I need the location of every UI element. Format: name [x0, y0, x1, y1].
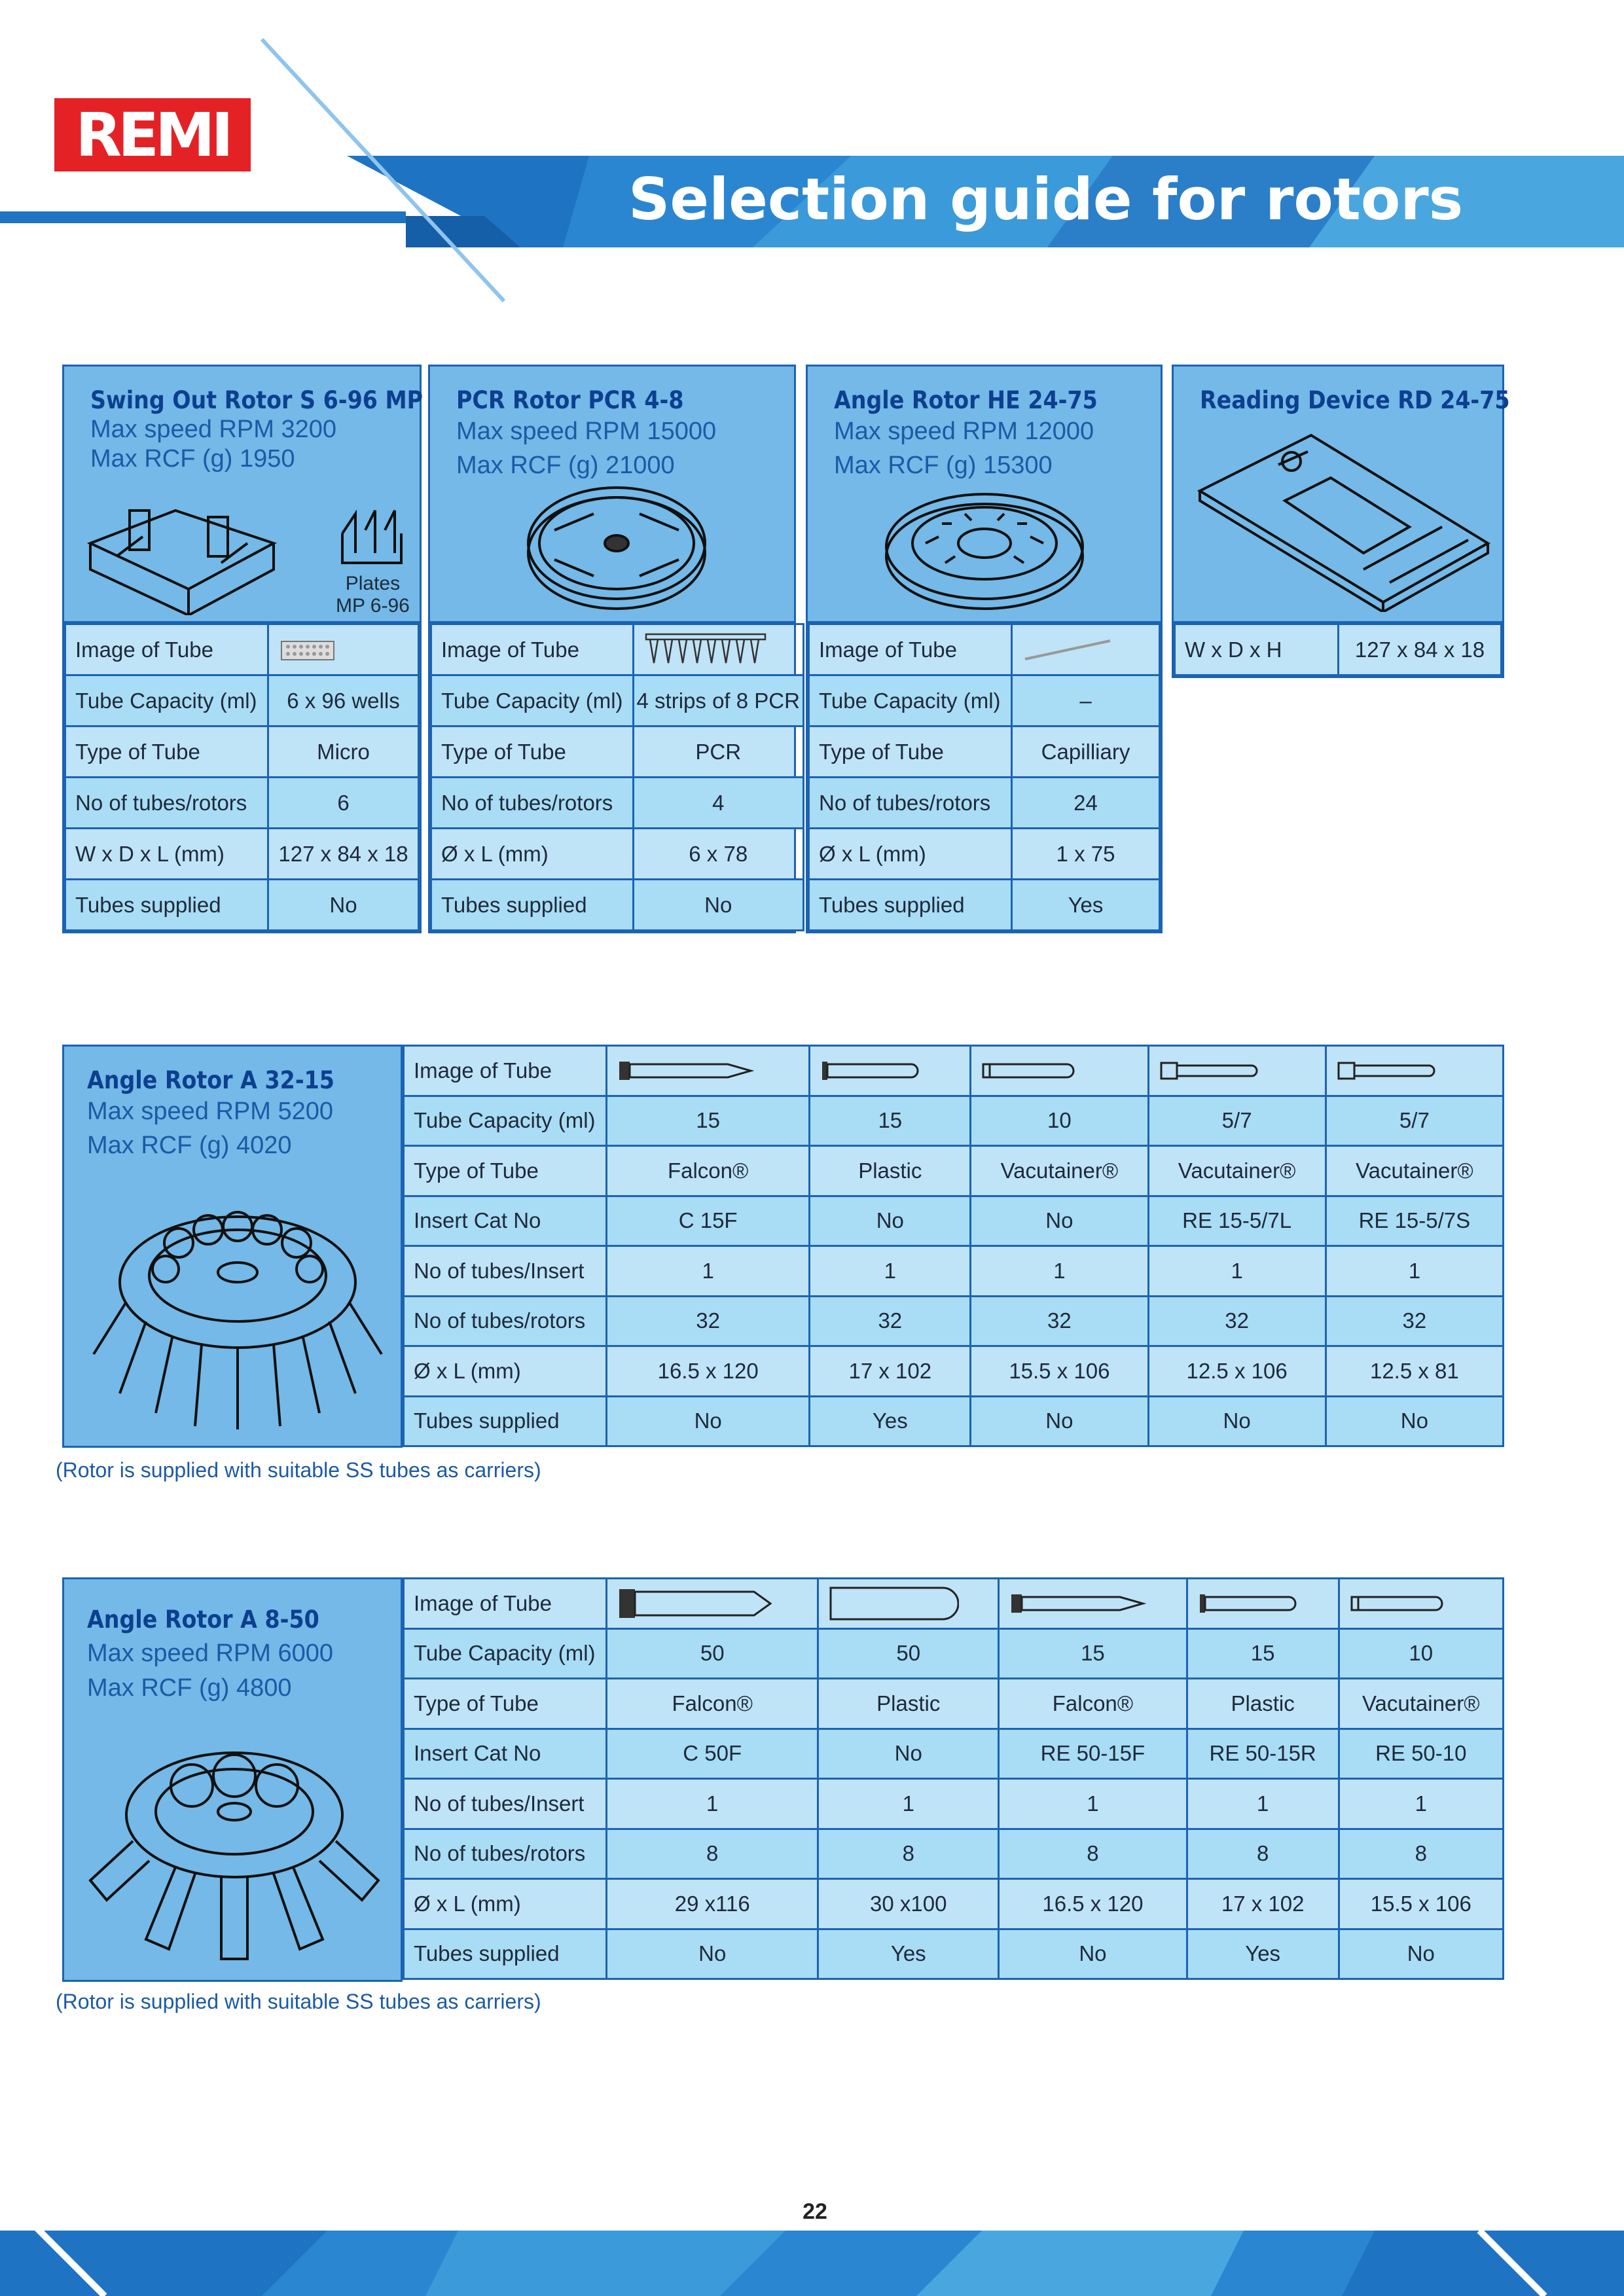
rotor-speed: Max speed RPM 5200 — [87, 1098, 333, 1125]
table-row: Ø x L (mm) 29 x116 30 x100 16.5 x 120 17 x 102 15.5 x 106 — [404, 1879, 1504, 1929]
footer-banner — [0, 2231, 1624, 2296]
vacutainer-tube-icon — [981, 1058, 1079, 1084]
table-row: Image of Tube — [431, 624, 804, 675]
rotor-name: Angle Rotor A 8-50 — [87, 1605, 319, 1634]
table-row: Ø x L (mm) 16.5 x 120 17 x 102 15.5 x 106 12.5 x 106 12.5 x 81 — [404, 1346, 1504, 1397]
spec-table — [808, 623, 1161, 931]
spec-table — [403, 1045, 1504, 1447]
table-row: No of tubes/rotors 8 8 8 8 8 — [404, 1829, 1504, 1879]
rotor-rcf: Max RCF (g) 21000 — [456, 452, 675, 479]
table-row: Ø x L (mm) 1 x 75 — [809, 829, 1160, 880]
table-row: No of tubes/Insert 1 1 1 1 1 — [404, 1779, 1504, 1829]
table-row: Tubes supplied No — [431, 880, 804, 931]
table-row: Image of Tube — [65, 624, 419, 675]
table-row: Type of Tube Falcon® Plastic Falcon® Plastic Vacutainer® — [404, 1679, 1504, 1729]
table-row: Tube Capacity (ml) 15 15 10 5/7 5/7 — [404, 1096, 1504, 1146]
rotor-rcf: Max RCF (g) 1950 — [90, 445, 295, 473]
pcr-strip-icon — [643, 632, 768, 668]
table-row: Tubes supplied No Yes No Yes No — [404, 1929, 1504, 1979]
falcon-tube-icon — [1009, 1590, 1146, 1617]
carrier-note: (Rotor is supplied with suitable SS tubes as carriers) — [56, 1458, 541, 1482]
table-row: Tube Capacity (ml) 6 x 96 wells — [65, 675, 419, 726]
page-number: 22 — [803, 2199, 827, 2224]
table-a8 — [403, 1577, 1504, 1980]
device-name: Reading Device RD 24-75 — [1200, 386, 1510, 414]
card-swing-out-rotor — [62, 365, 422, 933]
plastic-tube-icon — [820, 1058, 924, 1084]
rotor-name: Swing Out Rotor S 6-96 MP — [90, 386, 423, 414]
table-row: Type of Tube Capilliary — [809, 726, 1160, 778]
table-row: Tubes supplied No Yes No No No — [404, 1396, 1504, 1446]
table-row: Tube Capacity (ml) – — [809, 675, 1160, 726]
table-row: W x D x L (mm) 127 x 84 x 18 — [65, 829, 419, 880]
pcr-rotor-icon — [522, 481, 712, 612]
page-title: Selection guide for rotors — [628, 166, 1464, 233]
a32-rotor-icon — [81, 1184, 395, 1439]
plastic-tube-icon — [828, 1585, 959, 1622]
he-rotor-icon — [880, 484, 1089, 615]
capillary-icon — [1022, 637, 1113, 663]
falcon-tube-icon — [617, 1587, 774, 1621]
table-row: Type of Tube PCR — [431, 726, 804, 778]
a8-rotor-icon — [77, 1730, 391, 1972]
rotor-name: Angle Rotor HE 24-75 — [834, 386, 1098, 414]
microplate-icon — [278, 636, 337, 664]
table-row: Insert Cat No C 15F No No RE 15-5/7L RE 15-5/7S — [404, 1196, 1504, 1246]
rotor-speed: Max speed RPM 15000 — [456, 418, 717, 445]
table-row: No of tubes/rotors 32 32 32 32 32 — [404, 1296, 1504, 1346]
rotor-speed: Max speed RPM 12000 — [834, 418, 1094, 445]
table-a32 — [403, 1045, 1504, 1447]
rotor-rcf: Max RCF (g) 4800 — [87, 1674, 292, 1702]
table-row: Type of Tube Falcon® Plastic Vacutainer® Vacutainer® Vacutainer® — [404, 1146, 1504, 1196]
card-angle-rotor-he — [806, 365, 1163, 933]
vacutainer-tube-icon — [1159, 1058, 1263, 1084]
table-row: Type of Tube Micro — [65, 726, 419, 778]
spec-table — [430, 623, 804, 931]
spec-table — [403, 1577, 1504, 1980]
panel-angle-rotor-a32 — [62, 1045, 403, 1448]
card-pcr-rotor — [428, 365, 800, 933]
table-row: No of tubes/rotors 6 — [65, 778, 419, 829]
vacutainer-tube-icon — [1349, 1590, 1447, 1617]
table-row: No of tubes/rotors 4 — [431, 778, 804, 829]
rotor-speed: Max speed RPM 3200 — [90, 416, 336, 443]
plate-holder-icon — [336, 507, 411, 569]
rotor-name: PCR Rotor PCR 4-8 — [456, 386, 684, 414]
remi-logo: REMI — [54, 98, 251, 171]
spec-table — [64, 623, 420, 931]
plates-label: Plates MP 6-96 — [336, 573, 410, 617]
table-row: Tube Capacity (ml) 4 strips of 8 PCR — [431, 675, 804, 726]
table-row: No of tubes/rotors 24 — [809, 778, 1160, 829]
reading-device-icon — [1193, 429, 1494, 612]
table-row: Image of Tube — [404, 1046, 1504, 1096]
table-row: Tube Capacity (ml) 50 50 15 15 10 — [404, 1628, 1504, 1679]
table-row: Image of Tube — [809, 624, 1160, 675]
spec-table — [1174, 623, 1502, 676]
rotor-name: Angle Rotor A 32-15 — [87, 1066, 334, 1094]
swing-rotor-icon — [77, 484, 326, 615]
vacutainer-tube-icon — [1336, 1058, 1441, 1084]
rotor-rcf: Max RCF (g) 4020 — [87, 1132, 292, 1159]
rotor-rcf: Max RCF (g) 15300 — [834, 452, 1053, 479]
table-row: Tubes supplied Yes — [809, 880, 1160, 931]
table-row: Ø x L (mm) 6 x 78 — [431, 829, 804, 880]
table-row: Tubes supplied No — [65, 880, 419, 931]
carrier-note: (Rotor is supplied with suitable SS tubes as carriers) — [56, 1990, 541, 2013]
table-row: W x D x H 127 x 84 x 18 — [1175, 624, 1502, 675]
card-reading-device — [1172, 365, 1510, 678]
panel-angle-rotor-a8 — [62, 1577, 403, 1982]
falcon-tube-icon — [617, 1058, 754, 1084]
table-row: Insert Cat No C 50F No RE 50-15F RE 50-15R RE 50-10 — [404, 1729, 1504, 1779]
plastic-tube-icon — [1197, 1590, 1302, 1617]
rotor-speed: Max speed RPM 6000 — [87, 1640, 333, 1667]
table-row: Image of Tube — [404, 1579, 1504, 1629]
table-row: No of tubes/Insert 1 1 1 1 1 — [404, 1246, 1504, 1297]
